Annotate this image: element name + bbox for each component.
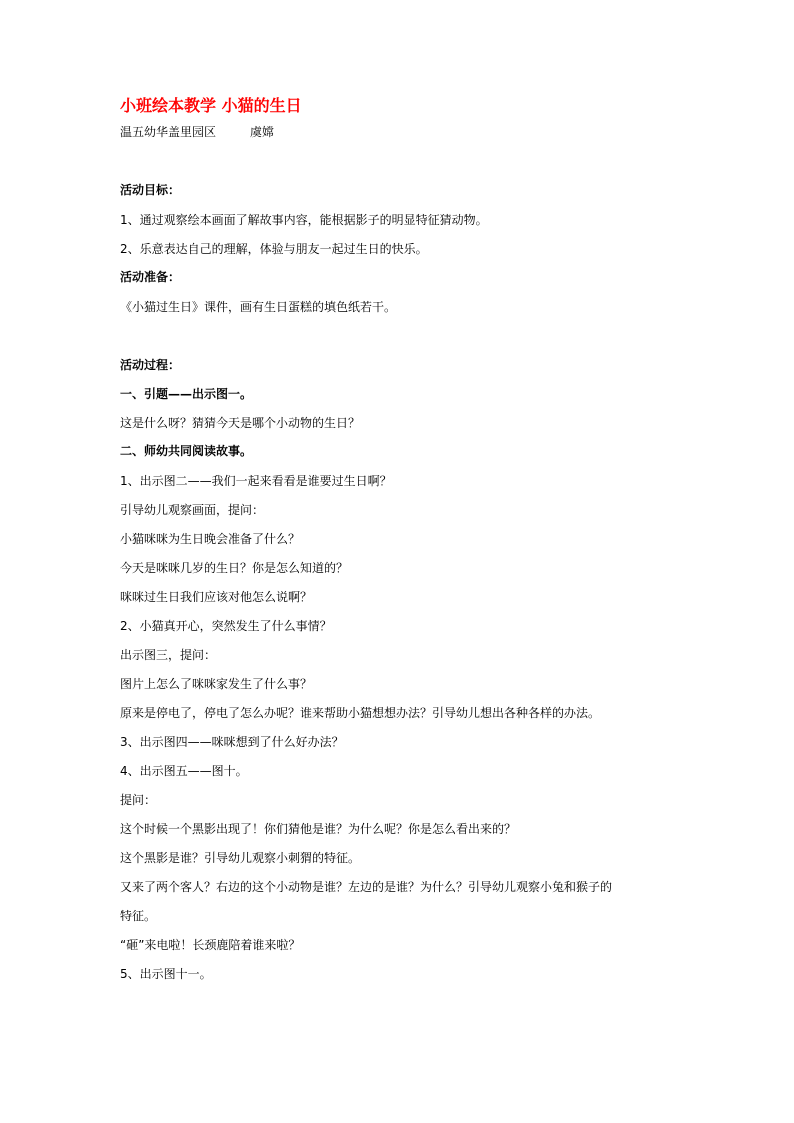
- paragraph-line: 图片上怎么了咪咪家发生了什么事？: [120, 677, 313, 691]
- paragraph-line: 出示图三，提问：: [120, 648, 217, 662]
- goal-item-1: 1、通过观察绘本画面了解故事内容，能根据影子的明显特征猜动物。: [120, 213, 488, 227]
- paragraph-line: “砸”来电啦！长颈鹿陪着谁来啦？: [120, 938, 301, 952]
- preparation-text: 《小猫过生日》课件，画有生日蛋糕的填色纸若干。: [120, 300, 397, 314]
- paragraph-line: 3、出示图四——咪咪想到了什么好办法？: [120, 735, 344, 749]
- paragraph-line: 特征。: [120, 909, 157, 923]
- section-heading-goals: 活动目标：: [120, 183, 181, 197]
- process-step-heading-1: 一、引题——出示图一。: [120, 387, 253, 401]
- paragraph-line: 这个黑影是谁？引导幼儿观察小刺猬的特征。: [120, 851, 361, 865]
- author-name: 虞嫦: [250, 125, 275, 139]
- paragraph-line: 引导幼儿观察画面，提问：: [120, 503, 265, 517]
- author-school: 温五幼华盖里园区: [120, 125, 217, 139]
- paragraph-line: 又来了两个客人？右边的这个小动物是谁？左边的是谁？为什么？引导幼儿观察小兔和猴子的: [120, 880, 613, 894]
- paragraph-line: 原来是停电了，停电了怎么办呢？谁来帮助小猫想想办法？引导幼儿想出各种各样的办法。: [120, 706, 601, 720]
- paragraph-line: 这个时候一个黑影出现了！你们猜他是谁？为什么呢？你是怎么看出来的？: [120, 822, 517, 836]
- goal-item-2: 2、乐意表达自己的理解，体验与朋友一起过生日的快乐。: [120, 242, 428, 256]
- paragraph-line: 咪咪过生日我们应该对他怎么说啊？: [120, 590, 313, 604]
- process-step-heading-2: 二、师幼共同阅读故事。: [120, 444, 253, 458]
- paragraph-line: 4、出示图五——图十。: [120, 764, 248, 778]
- document-title: 小班绘本教学 小猫的生日: [120, 96, 302, 115]
- author-line: [120, 124, 274, 140]
- paragraph-line: 这是什么呀？猜猜今天是哪个小动物的生日？: [120, 416, 361, 430]
- paragraph-line: 2、小猫真开心，突然发生了什么事情？: [120, 619, 332, 633]
- paragraph-line: 今天是咪咪几岁的生日？你是怎么知道的？: [120, 561, 349, 575]
- paragraph-line: 5、出示图十一。: [120, 967, 212, 981]
- section-heading-process: 活动过程：: [120, 358, 181, 372]
- paragraph-line: 小猫咪咪为生日晚会准备了什么？: [120, 532, 301, 546]
- paragraph-line: 1、出示图二——我们一起来看看是谁要过生日啊？: [120, 474, 392, 488]
- section-heading-preparation: 活动准备：: [120, 270, 181, 284]
- paragraph-line: 提问：: [120, 793, 157, 807]
